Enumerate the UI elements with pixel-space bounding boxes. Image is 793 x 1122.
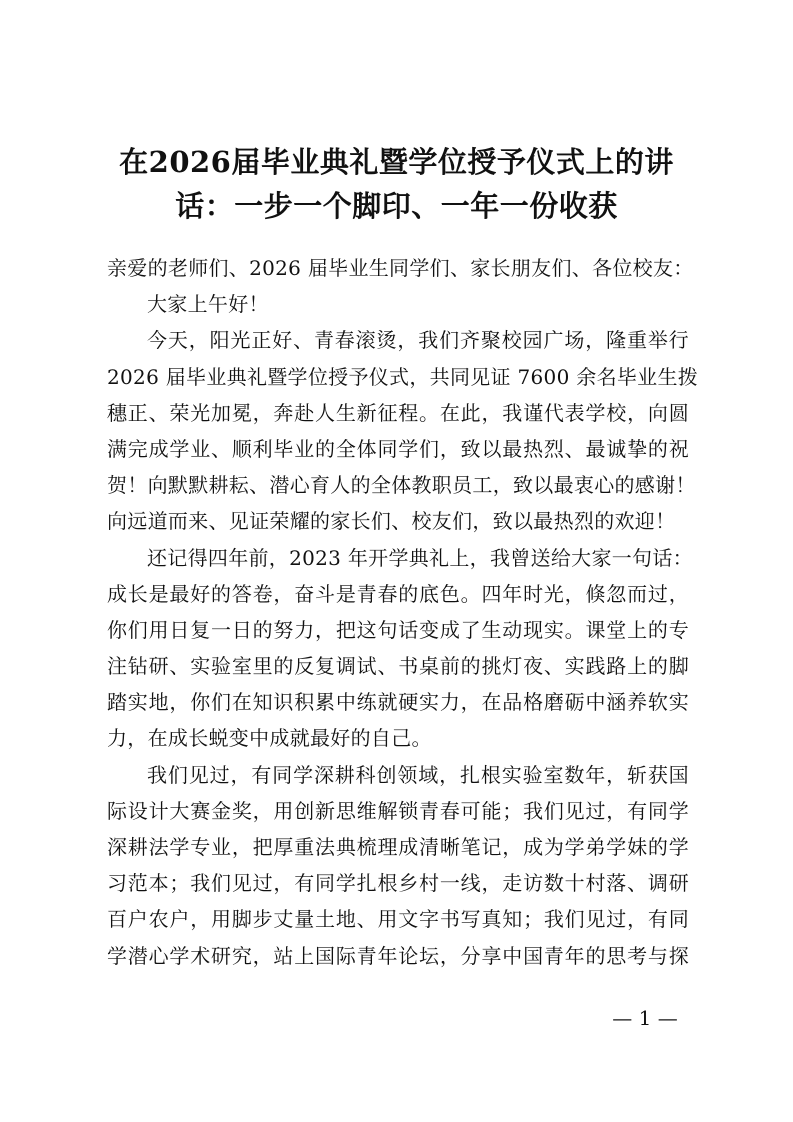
paragraph-2-line-2: 成长是最好的答卷，奋斗是青春的底色。四年时光，倏忽而过， [107,581,689,606]
paragraph-3-line-4: 习范本；我们见过，有同学扎根乡村一线，走访数十村落、调研 [107,871,689,896]
paragraph-1-line-2: 2026 届毕业典礼暨学位授予仪式，共同见证 7600 余名毕业生拨 [107,364,699,389]
paragraph-3-line-3: 深耕法学专业，把厚重法典梳理成清晰笔记，成为学弟学妹的学 [107,835,689,859]
paragraph-3-line-6: 学潜心学术研究，站上国际青年论坛，分享中国青年的思考与探 [107,943,689,968]
paragraph-1-line-1: 今天，阳光正好、青春滚烫，我们齐聚校园广场，隆重举行 [147,328,689,353]
paragraph-1-line-4: 满完成学业、顺利毕业的全体同学们，致以最热烈、最诚挚的祝 [107,436,689,461]
paragraph-3-line-1: 我们见过，有同学深耕科创领域，扎根实验室数年，斩获国 [147,762,689,787]
greeting-line: 大家上午好！ [147,292,269,317]
paragraph-2-line-5: 踏实地，你们在知识积累中练就硬实力，在品格磨砺中涵养软实 [107,690,689,715]
title-line-2: 话：一步一个脚印、一年一份收获 [175,189,618,223]
document-title [96,140,697,228]
title-line-1: 在2026届毕业典礼暨学位授予仪式上的讲 [119,145,674,179]
page-number: — 1 — [612,1006,678,1030]
paragraph-1-line-5: 贺！向默默耕耘、潜心育人的全体教职员工，致以最衷心的感谢！ [107,473,696,498]
salutation-line: 亲爱的老师们、2026 届毕业生同学们、家长朋友们、各位校友： [107,256,694,280]
paragraph-3-line-2: 际设计大赛金奖，用创新思维解锁青春可能；我们见过，有同学 [107,798,689,823]
paragraph-2-line-3: 你们用日复一日的努力，把这句话变成了生动现实。课堂上的专 [107,617,689,642]
paragraph-2-line-6: 力，在成长蜕变中成就最好的自己。 [107,726,432,751]
speech-body [107,250,699,974]
paragraph-3-line-5: 百户农户，用脚步丈量土地、用文字书写真知；我们见过，有同 [107,907,689,932]
paragraph-2-line-1: 还记得四年前，2023 年开学典礼上，我曾送给大家一句话： [147,545,693,570]
paragraph-1-line-3: 穗正、荣光加冕，奔赴人生新征程。在此，我谨代表学校，向圆 [107,400,689,425]
paragraph-2-line-4: 注钻研、实验室里的反复调试、书桌前的挑灯夜、实践路上的脚 [107,654,689,679]
paragraph-1-line-6: 向远道而来、见证荣耀的家长们、校友们，致以最热烈的欢迎！ [107,509,676,534]
